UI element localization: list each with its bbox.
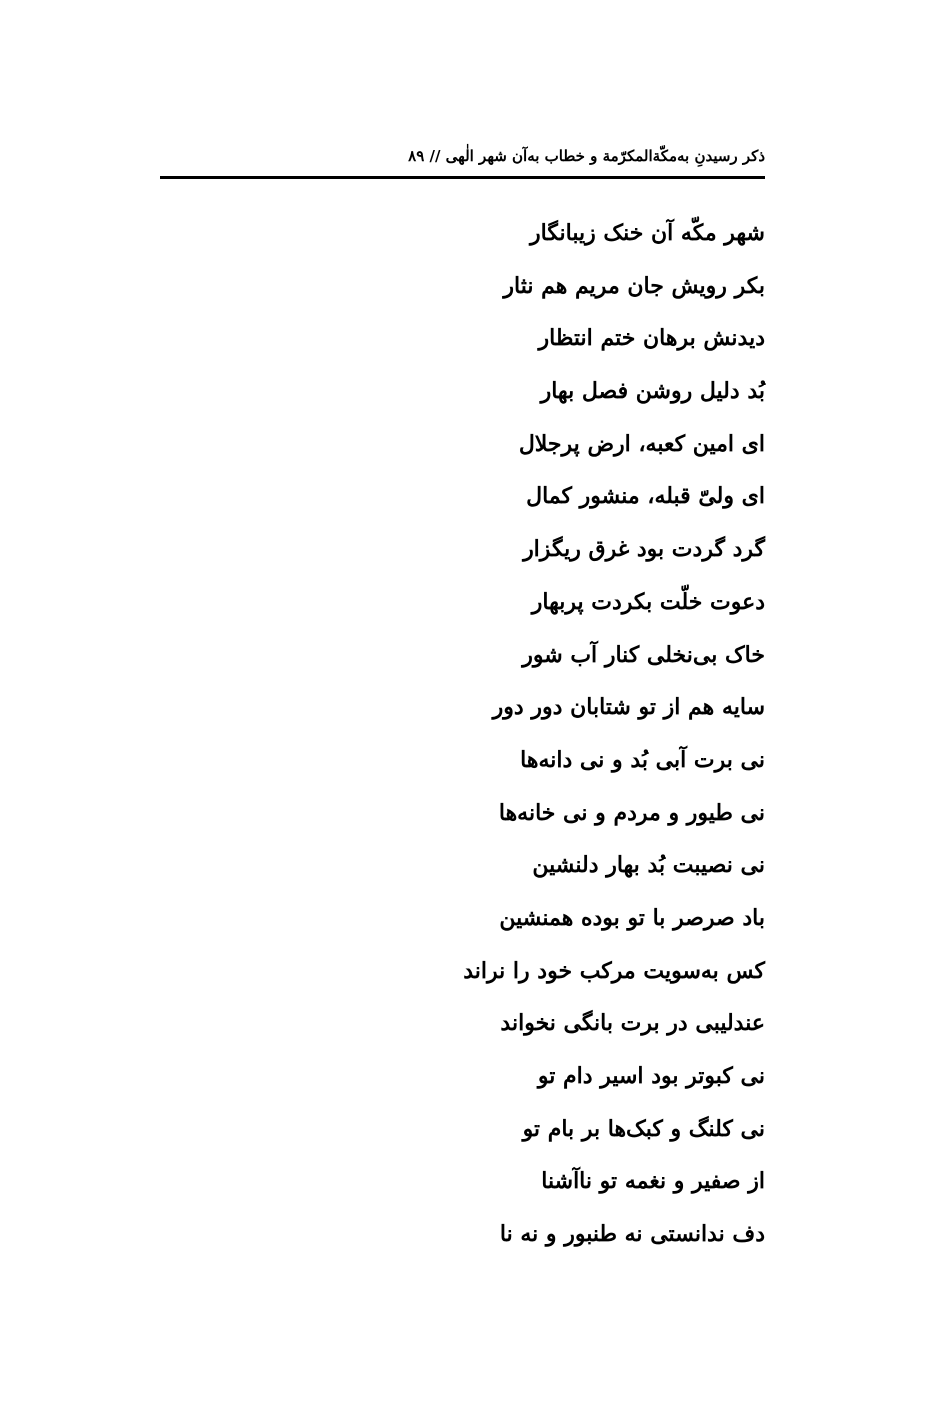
verse-line: نی نصیبت بُد بهار دلنشین xyxy=(532,852,765,879)
verse-line: سایه هم از تو شتابان دور دور xyxy=(492,694,765,721)
verse-line: عندلیبی در برت بانگی نخواند xyxy=(500,1010,765,1037)
poem xyxy=(160,207,765,1261)
verse-line: خاک بی‌نخلی کنار آب شور xyxy=(522,641,765,668)
verse-line: دعوت خلّت بکردت پربهار xyxy=(531,588,765,615)
verse-line: دیدنش برهان ختم انتظار xyxy=(538,325,765,352)
verse-line: نی کبوتر بود اسیر دام تو xyxy=(537,1063,765,1089)
verse-line: نی کلنگ و کبک‌ها بر بام تو xyxy=(522,1115,765,1142)
verse-line: گرد گردت بود غرق ریگزار xyxy=(523,536,765,563)
running-header: ذکر رسیدنِ به‌مکّةالمکرّمة و خطاب به‌آن شهر الٰهی // ۸۹ xyxy=(408,147,765,165)
verse-line: ای امین کعبه، ارض پرجلال xyxy=(518,430,765,457)
verse-line: شهر مکّه آن خنک زیبانگار xyxy=(530,220,765,246)
verse-line: بکر رویش جان مریم هم نثار xyxy=(503,272,765,299)
verse-line: کس به‌سویت مرکب خود را نراند xyxy=(463,957,765,984)
verse-line: بُد دلیل روشن فصل بهار xyxy=(540,378,765,405)
verse-line: ای ولیّ قبله، منشور کمال xyxy=(526,483,765,510)
header-rule xyxy=(160,176,765,179)
verse-line: نی طیور و مردم و نی خانه‌ها xyxy=(498,799,765,826)
verse-line: نی برت آبی بُد و نی دانه‌ها xyxy=(520,746,765,773)
verse-line: از صفیر و نغمه تو ناآشنا xyxy=(541,1168,765,1195)
verse-line: دف ندانستی نه طنبور و نه نا xyxy=(499,1221,765,1248)
verse-line: باد صرصر با تو بوده همنشین xyxy=(499,904,765,931)
